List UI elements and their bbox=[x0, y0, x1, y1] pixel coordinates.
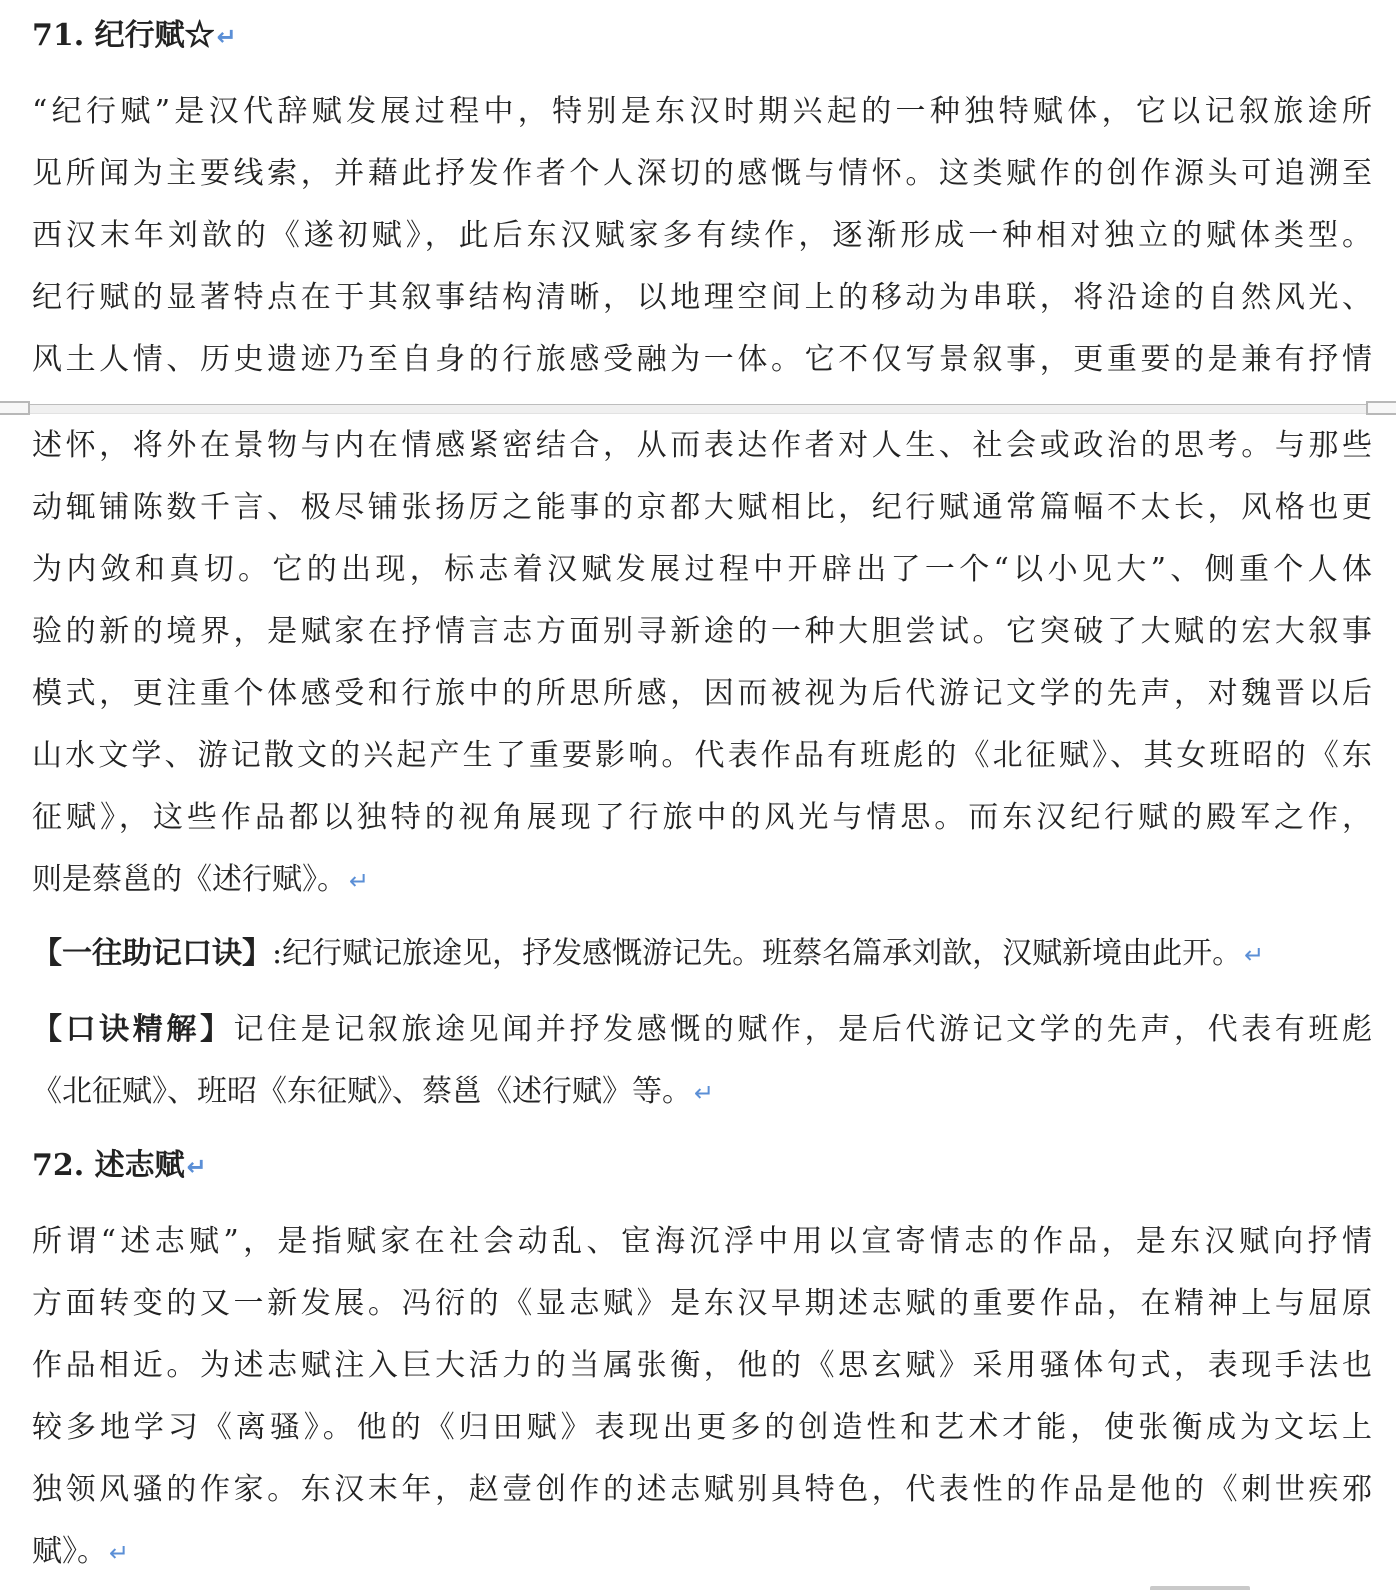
paragraph-line: 验的新的境界，是赋家在抒情言志方面别寻新途的一种大胆尝试。它突破了大赋的宏大叙事 bbox=[32, 614, 1372, 649]
explain-last-line bbox=[32, 1072, 1372, 1113]
paragraph-line: 风土人情、历史遗迹乃至自身的行旅感受融为一体。它不仅写景叙事，更重要的是兼有抒情 bbox=[32, 342, 1372, 377]
paragraph-mark-icon: ↵ bbox=[694, 1079, 715, 1107]
section-72-heading bbox=[32, 1146, 1372, 1187]
paragraph-line: 独领风骚的作家。东汉末年，赵壹创作的述志赋别具特色，代表性的作品是他的《刺世疾邪 bbox=[32, 1472, 1372, 1507]
paragraph-mark-icon: ↵ bbox=[186, 1153, 207, 1181]
paragraph-last-line bbox=[32, 1532, 1372, 1573]
paragraph-line: 征赋》，这些作品都以独特的视角展现了行旅中的风光与情思。而东汉纪行赋的殿军之作， bbox=[32, 800, 1372, 835]
scrollbar-thumb[interactable] bbox=[1150, 1586, 1250, 1590]
paragraph-last-line bbox=[32, 860, 1372, 901]
page-boundary-right-marker bbox=[1366, 401, 1396, 415]
paragraph-line: 为内敛和真切。它的出现，标志着汉赋发展过程中开辟出了一个“以小见大”、侧重个人体 bbox=[32, 552, 1372, 587]
paragraph-line: 动辄铺陈数千言、极尽铺张扬厉之能事的京都大赋相比，纪行赋通常篇幅不太长，风格也更 bbox=[32, 490, 1372, 525]
explain-label: 【口诀精解】 bbox=[32, 1012, 234, 1047]
document-page-2 bbox=[0, 414, 1396, 1590]
paragraph-line: 所谓“述志赋”，是指赋家在社会动乱、宦海沉浮中用以宣寄情志的作品，是东汉赋向抒情 bbox=[32, 1224, 1372, 1259]
document-page-1 bbox=[0, 0, 1396, 404]
paragraph-line: 西汉末年刘歆的《遂初赋》，此后东汉赋家多有续作，逐渐形成一种相对独立的赋体类型。 bbox=[32, 218, 1372, 253]
paragraph-line: 纪行赋的显著特点在于其叙事结构清晰，以地理空间上的移动为串联，将沿途的自然风光、 bbox=[32, 280, 1372, 315]
paragraph-mark-icon: ↵ bbox=[216, 23, 237, 51]
paragraph-line: 较多地学习《离骚》。他的《归田赋》表现出更多的创造性和艺术才能，使张衡成为文坛上 bbox=[32, 1410, 1372, 1445]
paragraph-line: 山水文学、游记散文的兴起产生了重要影响。代表作品有班彪的《北征赋》、其女班昭的《东 bbox=[32, 738, 1372, 773]
mnemonic-paragraph bbox=[32, 934, 1372, 975]
explain-text: 《北征赋》、班昭《东征赋》、蔡邕《述行赋》等。 bbox=[32, 1074, 692, 1109]
paragraph-line: “纪行赋”是汉代辞赋发展过程中，特别是东汉时期兴起的一种独特赋体，它以记叙旅途所 bbox=[32, 94, 1372, 129]
explain-text: 记住是记叙旅途见闻并抒发感慨的赋作，是后代游记文学的先声，代表有班彪 bbox=[233, 1012, 1373, 1047]
paragraph-line: 述怀，将外在景物与内在情感紧密结合，从而表达作者对人生、社会或政治的思考。与那些 bbox=[32, 428, 1372, 463]
paragraph-mark-icon: ↵ bbox=[109, 1539, 130, 1567]
section-72-title: 72. 述志赋 bbox=[32, 1148, 185, 1183]
paragraph-line: 方面转变的又一新发展。冯衍的《显志赋》是东汉早期述志赋的重要作品，在精神上与屈原 bbox=[32, 1286, 1372, 1321]
explain-paragraph bbox=[32, 1010, 1372, 1050]
paragraph-mark-icon: ↵ bbox=[349, 867, 370, 895]
paragraph-line: 见所闻为主要线索，并藉此抒发作者个人深切的感慨与情怀。这类赋作的创作源头可追溯至 bbox=[32, 156, 1372, 191]
section-71-heading bbox=[32, 16, 1372, 57]
mnemonic-text: :纪行赋记旅途见，抒发感慨游记先。班蔡名篇承刘歆，汉赋新境由此开。 bbox=[272, 936, 1243, 971]
section-71-title: 71. 纪行赋☆ bbox=[32, 18, 215, 53]
paragraph-line: 模式，更注重个体感受和行旅中的所思所感，因而被视为后代游记文学的先声，对魏晋以后 bbox=[32, 676, 1372, 711]
paragraph-mark-icon: ↵ bbox=[1244, 941, 1265, 969]
page-edge-line bbox=[0, 404, 1396, 405]
page-break-separator bbox=[0, 404, 1396, 414]
paragraph-line: 则是蔡邕的《述行赋》。 bbox=[32, 862, 347, 897]
page-boundary-left-marker bbox=[0, 401, 30, 415]
paragraph-line: 赋》。 bbox=[32, 1534, 107, 1569]
mnemonic-label: 【一往助记口诀】 bbox=[32, 936, 272, 971]
paragraph-line: 作品相近。为述志赋注入巨大活力的当属张衡，他的《思玄赋》采用骚体句式，表现手法也 bbox=[32, 1348, 1372, 1383]
